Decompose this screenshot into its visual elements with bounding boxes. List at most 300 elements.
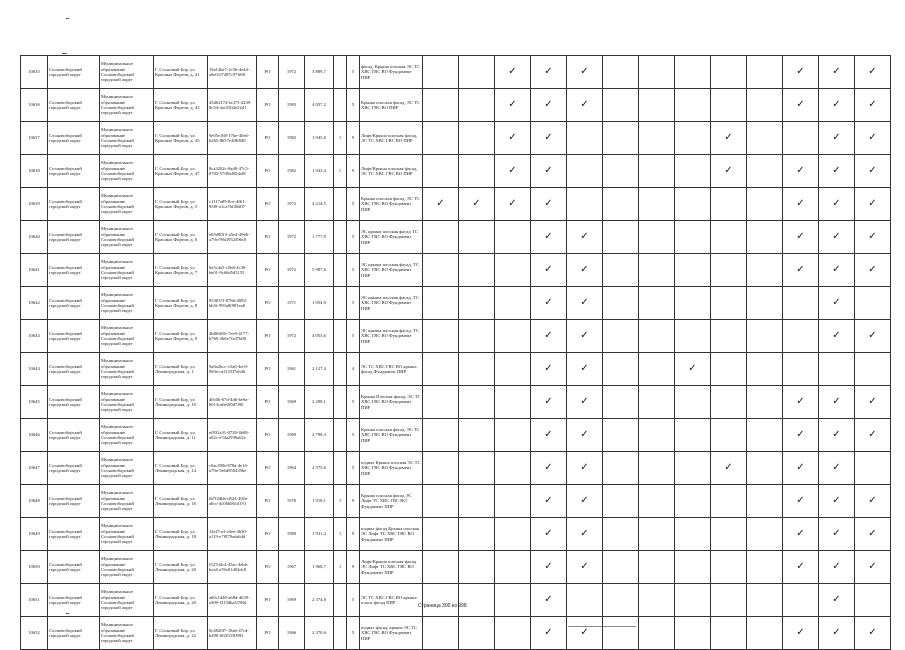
- check-cell: [747, 188, 783, 221]
- check-cell: [639, 287, 675, 320]
- works-list-cell: ЭС ТС ХВС ГВС ВО крыша плоск фасад ПИР: [360, 584, 423, 617]
- building-uid-cell: 853037f-8766-4892-bb5f-993a8f981ea8: [208, 287, 257, 320]
- year-cell: 1969: [279, 419, 305, 452]
- table-row: [21, 155, 891, 188]
- district-cell: Сосновоборский городской округ: [48, 353, 100, 386]
- check-cell: [495, 320, 531, 353]
- check-cell: [639, 56, 675, 89]
- check-cell: [423, 89, 459, 122]
- check-mark-icon: ✓: [567, 617, 603, 650]
- check-cell: [603, 584, 639, 617]
- check-mark-icon: ✓: [819, 122, 855, 155]
- district-cell: Сосновоборский городской округ: [48, 155, 100, 188]
- check-cell: [603, 452, 639, 485]
- check-cell: [783, 320, 819, 353]
- check-cell: [747, 617, 783, 650]
- check-mark-icon: ✓: [819, 485, 855, 518]
- building-type-cell: РО: [257, 221, 279, 254]
- lifts-count-cell: 1: [334, 551, 347, 584]
- check-cell: [567, 584, 603, 617]
- check-cell: [423, 320, 459, 353]
- check-mark-icon: ✓: [819, 155, 855, 188]
- year-cell: 1972: [279, 254, 305, 287]
- district-cell: Сосновоборский городской округ: [48, 452, 100, 485]
- district-cell: Сосновоборский городской округ: [48, 254, 100, 287]
- lifts-count-cell: [334, 452, 347, 485]
- works-list-cell: подвал фасад, крыша ЭС ТС ХВС ГВС ВО Фундамент ПИР: [360, 617, 423, 650]
- check-cell: [495, 254, 531, 287]
- year-cell: 1982: [279, 155, 305, 188]
- municipality-cell: Муниципальное образование Сосновоборский городской округ: [100, 353, 154, 386]
- area-cell: 2 298,1: [305, 386, 334, 419]
- floors-count-cell: 9: [347, 122, 360, 155]
- district-cell: Сосновоборский городской округ: [48, 386, 100, 419]
- check-cell: [675, 287, 711, 320]
- check-cell: [639, 551, 675, 584]
- check-mark-icon: ✓: [783, 551, 819, 584]
- building-uid-cell: ef931a31-0728-4b08-a02c-e7da2599a62e: [208, 419, 257, 452]
- municipality-cell: Муниципальное образование Сосновоборский городской округ: [100, 320, 154, 353]
- check-cell: [495, 353, 531, 386]
- check-cell: [747, 320, 783, 353]
- check-cell: [495, 485, 531, 518]
- floors-count-cell: 5: [347, 56, 360, 89]
- check-cell: [675, 386, 711, 419]
- check-mark-icon: ✓: [495, 56, 531, 89]
- area-cell: 5 987,6: [305, 254, 334, 287]
- building-type-cell: РО: [257, 89, 279, 122]
- check-mark-icon: ✓: [855, 518, 891, 551]
- check-cell: [603, 188, 639, 221]
- year-cell: 1967: [279, 551, 305, 584]
- check-cell: [747, 254, 783, 287]
- year-cell: 1961: [279, 353, 305, 386]
- floors-count-cell: 5: [347, 584, 360, 617]
- check-cell: [603, 386, 639, 419]
- address-cell: Г. Сосновый Бор, ул. Ленинградская, д. 16: [154, 485, 208, 518]
- check-mark-icon: ✓: [783, 56, 819, 89]
- check-mark-icon: ✓: [531, 452, 567, 485]
- check-cell: [747, 386, 783, 419]
- check-mark-icon: ✓: [855, 320, 891, 353]
- check-cell: [747, 89, 783, 122]
- check-cell: [855, 452, 891, 485]
- check-cell: [423, 518, 459, 551]
- floors-count-cell: 5: [347, 254, 360, 287]
- works-list-cell: ЭС крыша плоская фасад ТС ХВС ГВС ВО Фундамент ПИР: [360, 221, 423, 254]
- check-mark-icon: ✓: [855, 485, 891, 518]
- check-mark-icon: ✓: [855, 386, 891, 419]
- works-list-cell: ЭС ТС ХВС ГВС ВО крыша фасад Фундамент ПИР: [360, 353, 423, 386]
- municipality-cell: Муниципальное образование Сосновоборский городской округ: [100, 419, 154, 452]
- check-cell: [675, 551, 711, 584]
- check-cell: [459, 353, 495, 386]
- district-cell: Сосновоборский городской округ: [48, 287, 100, 320]
- check-mark-icon: ✓: [531, 155, 567, 188]
- floors-count-cell: 9: [347, 518, 360, 551]
- lifts-count-cell: [334, 584, 347, 617]
- check-mark-icon: ✓: [783, 386, 819, 419]
- check-cell: [819, 353, 855, 386]
- check-mark-icon: ✓: [783, 485, 819, 518]
- municipality-cell: Муниципальное образование Сосновоборский городской округ: [100, 551, 154, 584]
- check-cell: [567, 122, 603, 155]
- check-cell: [639, 221, 675, 254]
- check-cell: [639, 155, 675, 188]
- table-row: [21, 221, 891, 254]
- check-cell: [711, 485, 747, 518]
- row-id: 10643: [21, 320, 48, 353]
- check-mark-icon: ✓: [567, 320, 603, 353]
- check-cell: [459, 386, 495, 419]
- check-mark-icon: ✓: [855, 419, 891, 452]
- lifts-count-cell: [334, 287, 347, 320]
- lifts-count-cell: [334, 353, 347, 386]
- lifts-count-cell: 1: [334, 485, 347, 518]
- year-cell: 1989: [279, 518, 305, 551]
- area-cell: 2 575,6: [305, 452, 334, 485]
- check-mark-icon: ✓: [567, 419, 603, 452]
- building-type-cell: РО: [257, 320, 279, 353]
- check-cell: [675, 155, 711, 188]
- table-row: [21, 320, 891, 353]
- check-cell: [639, 122, 675, 155]
- check-cell: [423, 551, 459, 584]
- check-cell: [459, 419, 495, 452]
- building-type-cell: РО: [257, 56, 279, 89]
- works-list-cell: Лифт/Крыша плоская фасад ЭС Лифт ТС ХВС ГВС ВО Фундамент ПИР: [360, 551, 423, 584]
- district-cell: Сосновоборский городской округ: [48, 419, 100, 452]
- works-list-cell: Крыша Плоская фасад, ЭС ТС ХВС ГВС ВО Фундамент ПИР: [360, 386, 423, 419]
- table-row: [21, 518, 891, 551]
- area-cell: 2 370,6: [305, 617, 334, 650]
- floors-count-cell: 5: [347, 89, 360, 122]
- municipality-cell: Муниципальное образование Сосновоборский городской округ: [100, 155, 154, 188]
- check-cell: [675, 221, 711, 254]
- lifts-count-cell: [334, 419, 347, 452]
- check-cell: [603, 617, 639, 650]
- check-cell: [675, 518, 711, 551]
- check-cell: [675, 617, 711, 650]
- lifts-count-cell: [334, 188, 347, 221]
- area-cell: 4 214,5: [305, 188, 334, 221]
- address-cell: Г. Сосновый Бор, ул. Красных Фортов, д. 8: [154, 287, 208, 320]
- building-uid-cell: 40c0b-67d-4d6-be9a-6013ca6e0f9d7f90: [208, 386, 257, 419]
- check-mark-icon: ✓: [531, 221, 567, 254]
- area-cell: 1 054,9: [305, 287, 334, 320]
- check-cell: [711, 320, 747, 353]
- floors-count-cell: 4: [347, 353, 360, 386]
- area-cell: 2 374,8: [305, 584, 334, 617]
- check-cell: [675, 254, 711, 287]
- lifts-count-cell: [334, 56, 347, 89]
- table-row: [21, 617, 891, 650]
- check-cell: [459, 320, 495, 353]
- check-cell: [639, 584, 675, 617]
- check-mark-icon: ✓: [531, 254, 567, 287]
- check-cell: [567, 155, 603, 188]
- table-row: [21, 122, 891, 155]
- table-row: [21, 485, 891, 518]
- check-cell: [675, 122, 711, 155]
- year-cell: 1978: [279, 485, 305, 518]
- check-cell: [711, 56, 747, 89]
- check-cell: [603, 551, 639, 584]
- building-type-cell: РО: [257, 551, 279, 584]
- municipality-cell: Муниципальное образование Сосновоборский городской округ: [100, 89, 154, 122]
- lifts-count-cell: 1: [334, 122, 347, 155]
- works-list-cell: подвал фасад Крыша плоская ЭС Лифт ТС ХВС ГВС ВО Фундамент ПИР: [360, 518, 423, 551]
- check-cell: [423, 122, 459, 155]
- check-cell: [603, 155, 639, 188]
- check-cell: [711, 386, 747, 419]
- check-mark-icon: ✓: [783, 89, 819, 122]
- municipality-cell: Муниципальное образование Сосновоборский городской округ: [100, 485, 154, 518]
- check-cell: [459, 122, 495, 155]
- check-mark-icon: ✓: [855, 56, 891, 89]
- check-cell: [711, 221, 747, 254]
- check-mark-icon: ✓: [567, 551, 603, 584]
- works-list-cell: Крыша плоская фасад, ЭС ТС ХВС ГВС ВО Фундамент ПИР: [360, 188, 423, 221]
- check-cell: [711, 89, 747, 122]
- works-list-cell: ЭС крыша плоская фасад, ТС ХВС ГВС ВО Фундамент ПИР: [360, 287, 423, 320]
- check-mark-icon: ✓: [855, 122, 891, 155]
- check-cell: [639, 518, 675, 551]
- floors-count-cell: 9: [347, 551, 360, 584]
- check-mark-icon: ✓: [567, 485, 603, 518]
- row-id: 10635: [21, 56, 48, 89]
- check-cell: [639, 320, 675, 353]
- building-type-cell: РО: [257, 617, 279, 650]
- lifts-count-cell: [334, 221, 347, 254]
- municipality-cell: Муниципальное образование Сосновоборский городской округ: [100, 122, 154, 155]
- table-row: [21, 188, 891, 221]
- year-cell: 1971: [279, 287, 305, 320]
- check-cell: [639, 617, 675, 650]
- check-cell: [675, 320, 711, 353]
- district-cell: Сосновоборский городской округ: [48, 320, 100, 353]
- check-mark-icon: ✓: [495, 188, 531, 221]
- building-uid-cell: 45d62174-fa375-4239-8c54-4ac5504e52d1: [208, 89, 257, 122]
- check-mark-icon: ✓: [531, 320, 567, 353]
- check-cell: [495, 287, 531, 320]
- check-mark-icon: ✓: [531, 518, 567, 551]
- check-mark-icon: ✓: [819, 584, 855, 617]
- check-cell: [495, 386, 531, 419]
- address-cell: Г. Сосновый Бор, ул. Красных Фортов, д. 43: [154, 89, 208, 122]
- address-cell: Г. Сосновый Бор, ул. Красных Фортов, д. 41: [154, 56, 208, 89]
- area-cell: 1 945,8: [305, 122, 334, 155]
- municipality-cell: Муниципальное образование Сосновоборский городской округ: [100, 617, 154, 650]
- check-cell: [747, 353, 783, 386]
- check-cell: [495, 452, 531, 485]
- check-mark-icon: ✓: [531, 56, 567, 89]
- floors-count-cell: 9: [347, 485, 360, 518]
- year-cell: 1983: [279, 89, 305, 122]
- scan-mark: [62, 53, 67, 54]
- row-id: 10641: [21, 254, 48, 287]
- building-type-cell: РО: [257, 122, 279, 155]
- check-cell: [423, 419, 459, 452]
- check-cell: [459, 584, 495, 617]
- check-cell: [711, 419, 747, 452]
- check-cell: [495, 419, 531, 452]
- works-list-cell: ЭС крыша плоская фасад, ТС ХВС ГВС ВО Фундамент ПИР: [360, 254, 423, 287]
- building-uid-cell: 6e5c4a5-c5b6-4c30-be01-9c66d5d5155: [208, 254, 257, 287]
- lifts-count-cell: [334, 320, 347, 353]
- check-cell: [747, 419, 783, 452]
- check-mark-icon: ✓: [531, 89, 567, 122]
- municipality-cell: Муниципальное образование Сосновоборский городской округ: [100, 221, 154, 254]
- building-type-cell: РО: [257, 254, 279, 287]
- check-cell: [783, 584, 819, 617]
- municipality-cell: Муниципальное образование Сосновоборский городской округ: [100, 188, 154, 221]
- check-mark-icon: ✓: [531, 419, 567, 452]
- check-mark-icon: ✓: [711, 452, 747, 485]
- building-type-cell: РО: [257, 584, 279, 617]
- check-mark-icon: ✓: [567, 287, 603, 320]
- check-mark-icon: ✓: [567, 452, 603, 485]
- address-cell: Г. Сосновый Бор, ул. Ленинградская, д. 1: [154, 353, 208, 386]
- lifts-count-cell: [334, 89, 347, 122]
- area-cell: 1 931,2: [305, 518, 334, 551]
- check-mark-icon: ✓: [783, 188, 819, 221]
- check-cell: [855, 584, 891, 617]
- check-mark-icon: ✓: [675, 353, 711, 386]
- check-mark-icon: ✓: [819, 419, 855, 452]
- check-cell: [459, 254, 495, 287]
- check-cell: [675, 485, 711, 518]
- check-mark-icon: ✓: [531, 287, 567, 320]
- check-cell: [639, 419, 675, 452]
- row-id: 10646: [21, 419, 48, 452]
- building-uid-cell: 0c4820f7-18ab-47cd-b490-0f2f5330993: [208, 617, 257, 650]
- address-cell: Г. Сосновый Бор, ул. Ленинградская, д. 11: [154, 419, 208, 452]
- check-mark-icon: ✓: [783, 419, 819, 452]
- area-cell: 3 889,7: [305, 56, 334, 89]
- area-cell: 1 943,4: [305, 155, 334, 188]
- check-cell: [747, 518, 783, 551]
- check-mark-icon: ✓: [819, 320, 855, 353]
- check-cell: [459, 155, 495, 188]
- building-uid-cell: e05d9015-a5e4-4966-a79a-99a3952496c0: [208, 221, 257, 254]
- year-cell: 1972: [279, 56, 305, 89]
- address-cell: Г. Сосновый Бор, ул. Ленинградская, д. 10: [154, 386, 208, 419]
- check-cell: [675, 419, 711, 452]
- building-uid-cell: c0acf58b-878a-4e16-a79a-5e6d950435be: [208, 452, 257, 485]
- check-mark-icon: ✓: [855, 188, 891, 221]
- row-id: 10644: [21, 353, 48, 386]
- check-cell: [423, 287, 459, 320]
- address-cell: Г. Сосновый Бор, ул. Красных Фортов, д. 7: [154, 254, 208, 287]
- building-type-cell: РО: [257, 518, 279, 551]
- building-uid-cell: c1117a89-8ce-4f61-9f38-a1ca76f40d07: [208, 188, 257, 221]
- row-id: 10652: [21, 617, 48, 650]
- district-cell: Сосновоборский городской округ: [48, 56, 100, 89]
- table-row: [21, 551, 891, 584]
- row-id: 10637: [21, 122, 48, 155]
- row-id: 10648: [21, 485, 48, 518]
- district-cell: Сосновоборский городской округ: [48, 188, 100, 221]
- district-cell: Сосновоборский городской округ: [48, 122, 100, 155]
- check-cell: [675, 584, 711, 617]
- year-cell: 1972: [279, 320, 305, 353]
- check-mark-icon: ✓: [783, 518, 819, 551]
- check-cell: [423, 353, 459, 386]
- year-cell: 1972: [279, 188, 305, 221]
- check-mark-icon: ✓: [819, 254, 855, 287]
- check-mark-icon: ✓: [783, 452, 819, 485]
- table-row: [21, 89, 891, 122]
- check-mark-icon: ✓: [783, 617, 819, 650]
- district-cell: Сосновоборский городской округ: [48, 89, 100, 122]
- check-mark-icon: ✓: [531, 353, 567, 386]
- municipality-cell: Муниципальное образование Сосновоборский городской округ: [100, 584, 154, 617]
- check-mark-icon: ✓: [819, 89, 855, 122]
- check-cell: [603, 518, 639, 551]
- address-cell: Г. Сосновый Бор, ул. Красных Фортов, д. 6: [154, 221, 208, 254]
- page-number: Страница 300 из 998: [418, 603, 467, 609]
- lifts-count-cell: 1: [334, 518, 347, 551]
- area-cell: 1 777,9: [305, 221, 334, 254]
- building-type-cell: РО: [257, 485, 279, 518]
- table-row: [21, 452, 891, 485]
- check-mark-icon: ✓: [459, 188, 495, 221]
- check-mark-icon: ✓: [495, 155, 531, 188]
- year-cell: 1966: [279, 617, 305, 650]
- municipality-cell: Муниципальное образование Сосновоборский городской округ: [100, 386, 154, 419]
- check-mark-icon: ✓: [783, 155, 819, 188]
- building-uid-cell: 14ef7cef-c0ee-4630-a119-e7f879adab4d: [208, 518, 257, 551]
- check-cell: [711, 188, 747, 221]
- check-cell: [639, 452, 675, 485]
- check-mark-icon: ✓: [567, 56, 603, 89]
- lifts-count-cell: [334, 386, 347, 419]
- check-cell: [639, 485, 675, 518]
- floors-count-cell: 5: [347, 221, 360, 254]
- building-uid-cell: f527d4c4-45ac-4ebb-bca4-a76e01d02dc8: [208, 551, 257, 584]
- check-cell: [711, 584, 747, 617]
- district-cell: Сосновоборский городской округ: [48, 518, 100, 551]
- check-cell: [459, 56, 495, 89]
- check-mark-icon: ✓: [531, 617, 567, 650]
- row-id: 10647: [21, 452, 48, 485]
- check-cell: [423, 386, 459, 419]
- check-cell: [423, 452, 459, 485]
- works-list-cell: Крыша плоская фасад ЭС Лифт ТС ХВС ГВС ВО Фундамент ПИР: [360, 485, 423, 518]
- building-type-cell: РО: [257, 155, 279, 188]
- check-cell: [459, 89, 495, 122]
- check-mark-icon: ✓: [531, 386, 567, 419]
- building-uid-cell: 9a8a2bcc-c5a6-4ec0-9e0a-ca3153f7eb46: [208, 353, 257, 386]
- building-type-cell: РО: [257, 353, 279, 386]
- row-id: 10651: [21, 584, 48, 617]
- floors-count-cell: 5: [347, 617, 360, 650]
- table-row: [21, 353, 891, 386]
- table-row: [21, 254, 891, 287]
- area-cell: 1 918,1: [305, 485, 334, 518]
- building-type-cell: РО: [257, 419, 279, 452]
- building-type-cell: РО: [257, 287, 279, 320]
- check-mark-icon: ✓: [819, 551, 855, 584]
- check-cell: [675, 452, 711, 485]
- check-mark-icon: ✓: [531, 485, 567, 518]
- check-cell: [711, 287, 747, 320]
- check-cell: [747, 56, 783, 89]
- building-type-cell: РО: [257, 188, 279, 221]
- check-cell: [711, 518, 747, 551]
- check-cell: [675, 188, 711, 221]
